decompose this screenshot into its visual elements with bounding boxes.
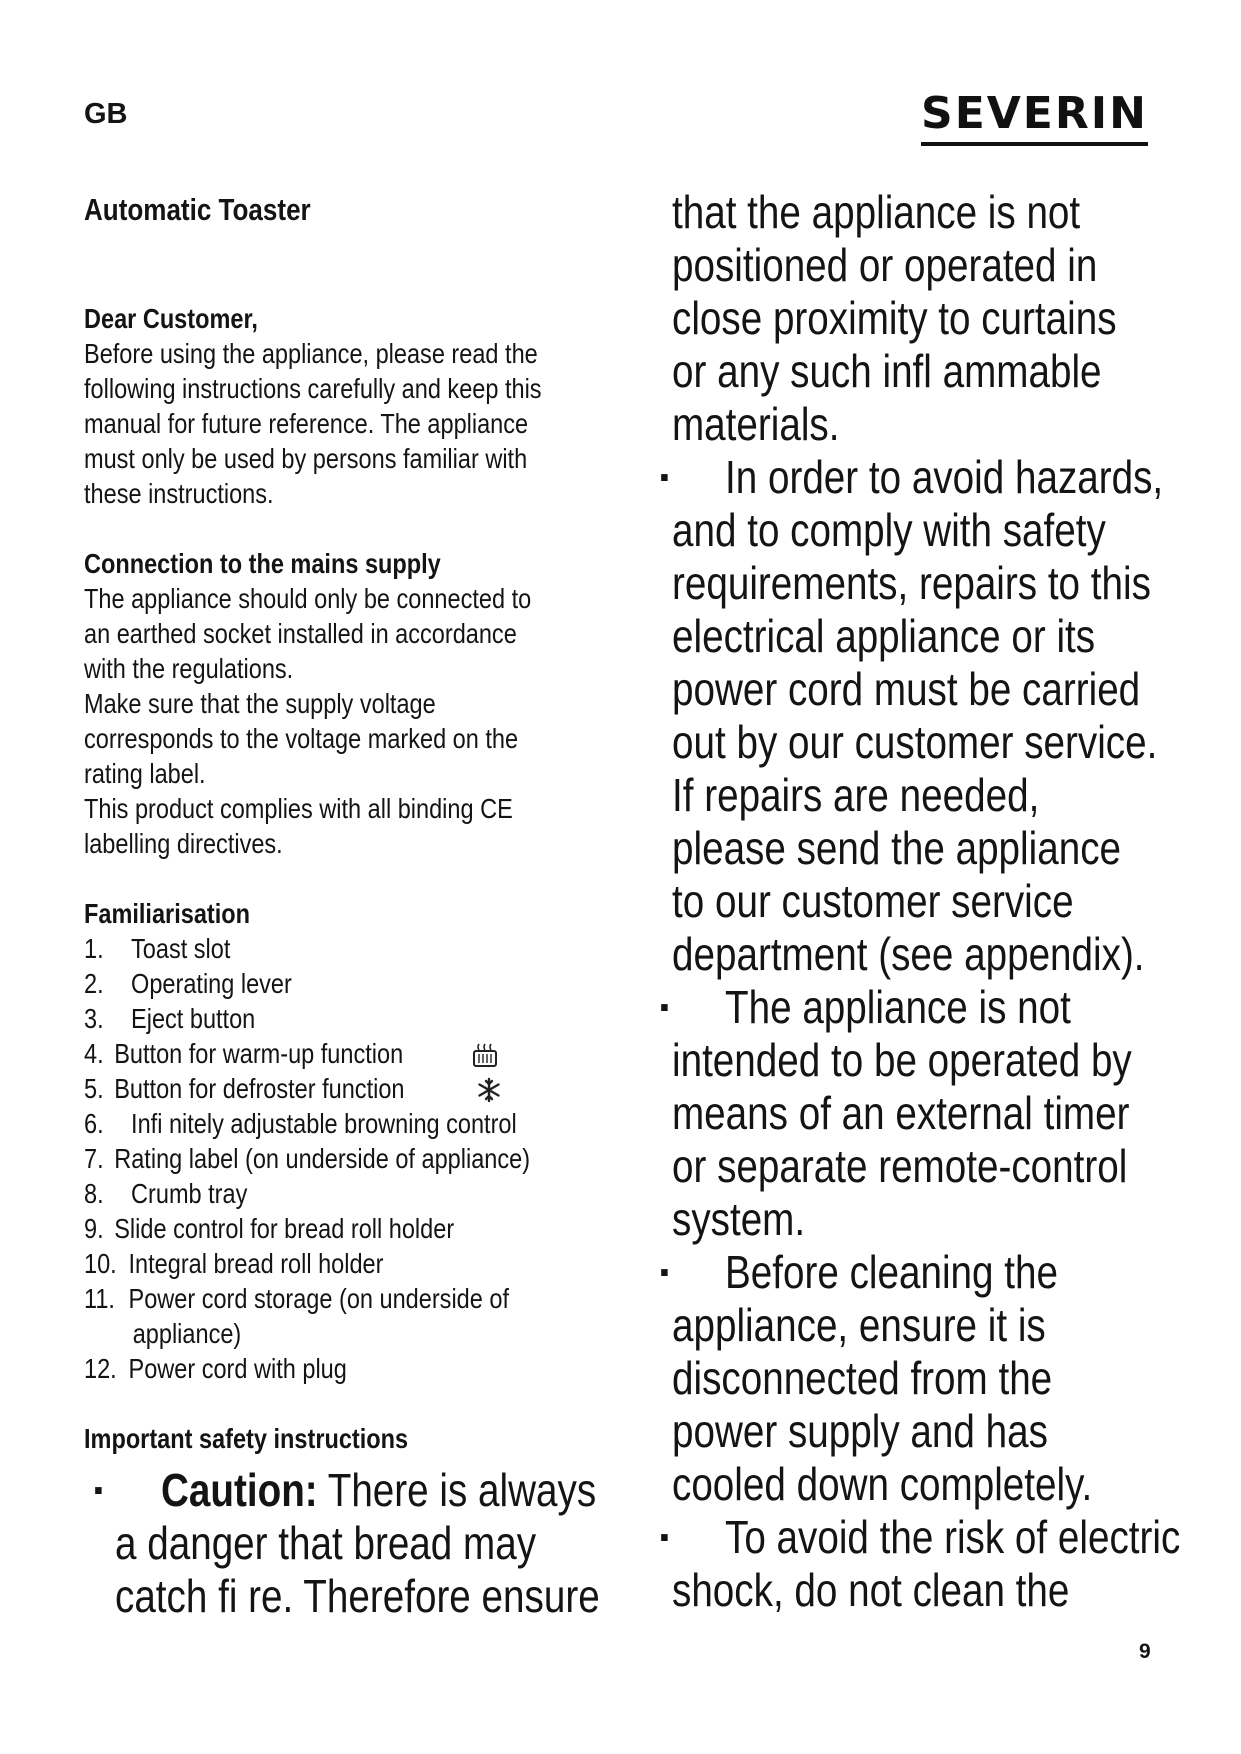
mains-heading: Connection to the mains supply	[84, 548, 441, 579]
left-column	[84, 190, 604, 1623]
list-item: 4. Button for warm-up function	[84, 1036, 604, 1071]
intro-paragraph: Before using the appliance, please read the following instructions carefully and keep this manual for future reference. The appliance must only be used by persons familiar with these instructions.	[84, 338, 542, 509]
bullet-item: · Before cleaning the appliance, ensure it is disconnected from the power supply and has cooled down completely.	[658, 1246, 1093, 1510]
snowflake-icon	[476, 1077, 502, 1103]
language-code: GB	[84, 98, 128, 130]
caution-label: Caution:	[161, 1464, 318, 1516]
warm-up-icon	[472, 1042, 498, 1068]
continued-paragraph: that the appliance is not positioned or operated in close proximity to curtains or any such infl ammable materials.	[672, 186, 1117, 450]
list-item: 7. Rating label (on underside of appliance)	[84, 1143, 531, 1174]
caution-item: · Caution: There is always a danger that bread may catch fi re. Therefore ensure	[92, 1464, 600, 1622]
list-item: 5. Button for defroster function	[84, 1071, 604, 1106]
bullet-item: · In order to avoid hazards, and to comply with safety requirements, repairs to this electrical appliance or its power cord must be carried out by our customer service. If repairs are needed, please send the appliance to our customer service department (see appendix).	[658, 451, 1164, 980]
brand-logo: SEVERIN	[921, 92, 1148, 146]
document-title: Automatic Toaster	[84, 192, 311, 227]
right-column	[658, 186, 1212, 1617]
list-item: 8. Crumb tray	[84, 1178, 248, 1209]
list-item: 6. Infi nitely adjustable browning control	[84, 1108, 517, 1139]
list-item: 1. Toast slot	[84, 933, 231, 964]
familiarisation-heading: Familiarisation	[84, 898, 251, 929]
bullet: ·	[658, 1511, 674, 1563]
bullet: ·	[658, 1246, 674, 1298]
safety-heading: Important safety instructions	[84, 1423, 409, 1454]
list-item: 12. Power cord with plug	[84, 1353, 347, 1384]
parts-list	[84, 931, 604, 1386]
bullet-item: · To avoid the risk of electric shock, do not clean the	[658, 1511, 1181, 1616]
list-item: 11. Power cord storage (on underside of	[84, 1283, 509, 1314]
list-item: 2. Operating lever	[84, 968, 292, 999]
bullet: ·	[92, 1464, 108, 1516]
list-item: 10. Integral bread roll holder	[84, 1248, 384, 1279]
list-item: 3. Eject button	[84, 1003, 256, 1034]
bullet: ·	[658, 981, 674, 1033]
page-number: 9	[1139, 1640, 1151, 1663]
greeting-heading: Dear Customer,	[84, 303, 258, 334]
bullet: ·	[658, 451, 674, 503]
mains-paragraph: The appliance should only be connected to an earthed socket installed in accordance with the regulations. Make sure that the supply voltage corresponds to the voltage marked on the rating label. This product complies with all binding CE labelling directives.	[84, 583, 532, 859]
list-item: 9. Slide control for bread roll holder	[84, 1213, 455, 1244]
list-item-continuation: appliance)	[132, 1318, 242, 1349]
bullet-item: · The appliance is not intended to be operated by means of an external timer or separate remote-control system.	[658, 981, 1132, 1245]
